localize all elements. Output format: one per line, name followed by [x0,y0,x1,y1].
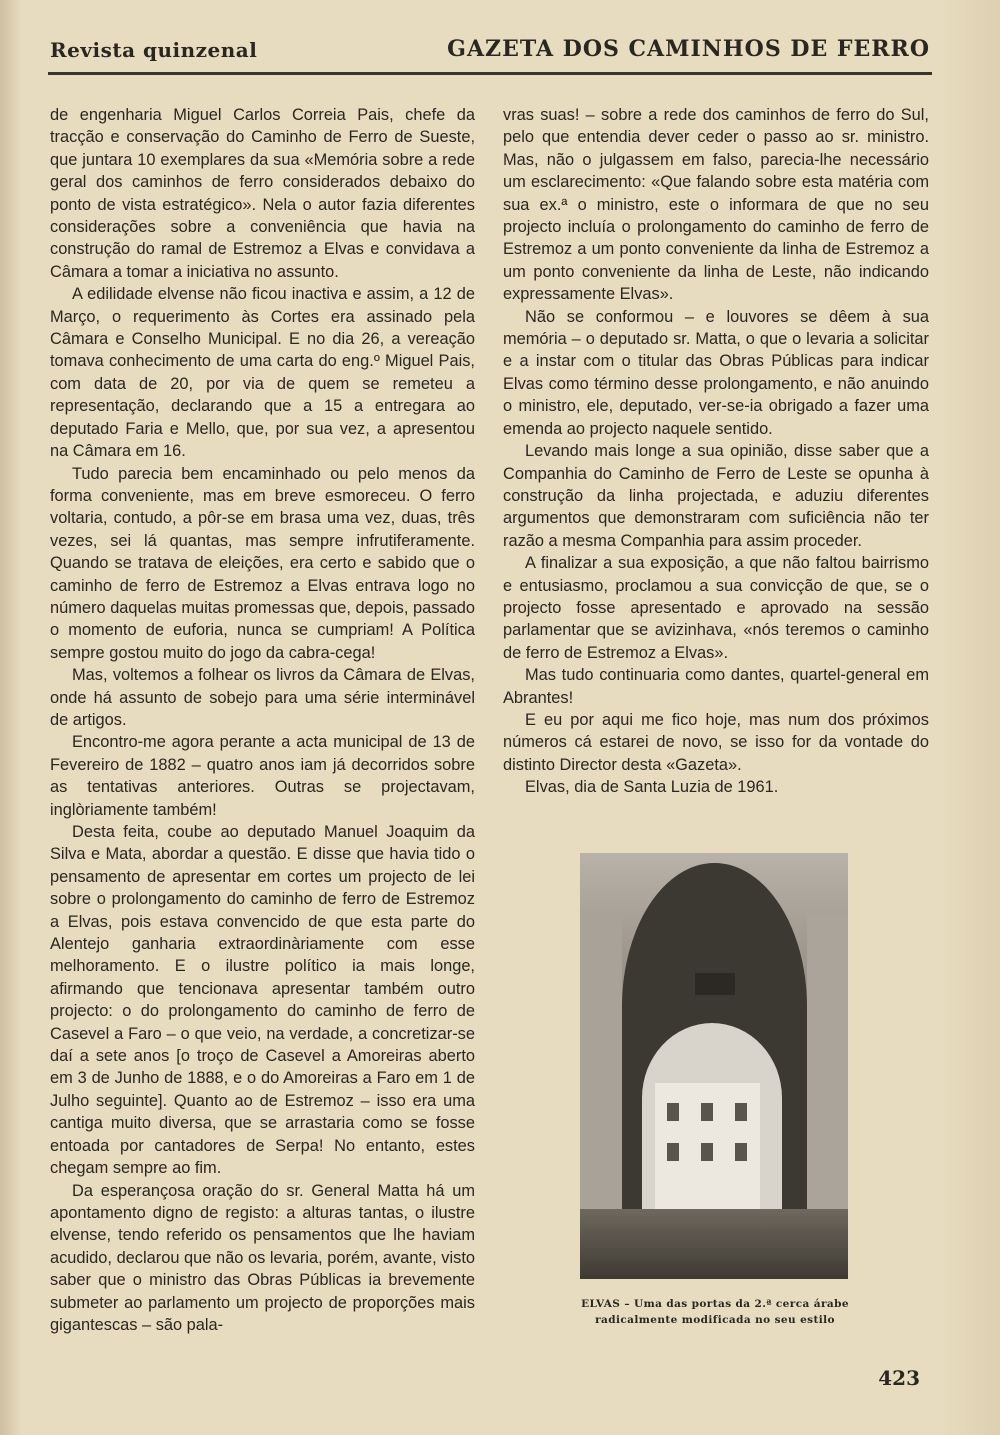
photo-window [735,1103,747,1121]
paragraph: de engenharia Miguel Carlos Correia Pais, chefe da tracção e conservação do Caminho de Ferro de Sueste, que juntara 10 exemplares da sua «Memória sobre a rede geral dos caminhos de ferro considerados debaixo do ponto de vista estratégico». Nela o autor fazia diferentes considerações sobre a conveniência que havia na construção do ramal de Estremoz a Elvas e convidava a Câmara a tomar a iniciativa no assunto. [50,106,475,281]
paragraph: Tudo parecia bem encaminhado ou pelo menos da forma conveniente, mas em breve esmoreceu. O ferro voltaria, contudo, a pôr-se em brasa uma vez, duas, três vezes, sei lá quantas, mas sempre infrutiferamente. Quando se tratava de eleições, era certo e sabido que o caminho de ferro de Estremoz a Elvas entrava logo no número daquelas muitas promessas que, depois, passado o momento de euforia, nunca se cumpriam! A Política sempre gostou muito do jogo da cabra-cega! [50,464,475,662]
paragraph: Não se conformou – e louvores se dêem à sua memória – o deputado sr. Matta, o que o levaria a solicitar e a instar com o titular das Obras Públicas para indicar Elvas como término desse prolongamento, e não anuindo o ministro, ele, deputado, ver-se-ia obrigado a fazer uma emenda ao projecto naquele sentido. [503,307,929,438]
photo-window [735,1143,747,1161]
header-rule [48,72,932,75]
page-number: 423 [878,1366,920,1390]
paragraph: A edilidade elvense não ficou inactiva e assim, a 12 de Março, o requerimento às Cortes era assinado pela Câmara e Conselho Municipal. E no dia 26, a vereação tomava conhecimento de uma carta do eng.º Miguel Pais, com data de 20, por via de quem se remeteu a representação, declarando que a 15 a entregara ao deputado Faria e Mello, que, por sua vez, a apresentou na Câmara em 16. [50,285,475,461]
right-column [503,104,929,799]
photo-window [701,1143,713,1161]
left-column [50,104,475,1336]
paragraph: Encontro-me agora perante a acta municipal de 13 de Fevereiro de 1882 – quatro anos iam já decorridos sobre as tentativas anteriores. Outras se projectavam, inglòriamente também! [50,733,475,819]
photo-window [667,1103,679,1121]
paragraph: Mas tudo continuaria como dantes, quartel-general em Abrantes! [503,666,929,707]
photo-window [667,1143,679,1161]
paragraph: E eu por aqui me fico hoje, mas num dos próximos números cá estarei de novo, se isso for da vontade do distinto Director desta «Gazeta». [503,710,929,774]
paragraph: vras suas! – sobre a rede dos caminhos de ferro do Sul, pelo que entendia dever ceder o passo ao sr. ministro. Mas, não o julgassem em falso, parecia-lhe necessário um esclarecimento: «Que falando sobre esta matéria com sua ex.ª o ministro, este o informara de que no seu projecto incluía o prolongamento do caminho de ferro de Estremoz a um ponto conveniente da linha de Estremoz a um ponto conveniente da linha de Leste, não indicando expressamente Elvas». [503,106,929,304]
paragraph: Desta feita, coube ao deputado Manuel Joaquim da Silva e Mata, abordar a questão. E disse que havia tido o pensamento de apresentar em cortes um projecto de lei sobre o prolongamento do caminho de ferro de Estremoz a Elvas, pois estava convencido de que esta parte do Alentejo ganharia extraordinàriamente com esse melhoramento. E o ilustre político ia mais longe, afirmando que tencionava apresentar também outro projecto: o do prolongamento do caminho de ferro de Casevel a Faro – o que veio, na verdade, a concretizar-se daí a sete anos [o troço de Casevel a Amoreiras aberto em 3 de Junho de 1888, e o do Amoreiras a Faro em 1 de Julho seguinte]. Quanto ao de Estremoz – isso era uma cantiga muito diversa, que se arrastaria como se fosse entoada por cantadores de Serpa! No entanto, estes chegam sempre ao fim. [50,823,475,1178]
photo-plaque [695,973,735,995]
caption-line-1: ELVAS – Uma das portas da 2.ª cerca árabe [581,1298,849,1310]
paragraph: Da esperançosa oração do sr. General Matta há um apontamento digno de registo: a alturas tantas, o ilustre elvense, tendo referido os pensamentos que lhe haviam acudido, declarou que não os levaria, porém, avante, visto saber que o ministro das Obras Públicas ia brevemente submeter ao parlamento um projecto de proporções mais gigantescas – são pala- [50,1181,475,1334]
photo-window [701,1103,713,1121]
elvas-gate-photo [580,853,848,1279]
running-header-left: Revista quinzenal [50,38,258,62]
dateline: Elvas, dia de Santa Luzia de 1961. [525,778,779,797]
photo-ground [580,1209,848,1279]
paragraph: Mas, voltemos a folhear os livros da Câmara de Elvas, onde há assunto de sobejo para uma série interminável de artigos. [50,666,475,729]
photo-wall-right [807,913,848,1213]
photo-wall-left [580,913,622,1213]
running-header-right: GAZETA DOS CAMINHOS DE FERRO [447,36,930,62]
page-edge-right [940,0,1000,1435]
paragraph: A finalizar a sua exposição, a que não faltou bairrismo e entusiasmo, proclamou a sua convicção de que, se o projecto fosse apresentado e aprovado na sessão parlamentar que se avizinhava, «nós teremos o caminho de ferro de Estremoz a Elvas». [503,554,929,662]
page-edge-left [0,0,20,1435]
caption-line-2: radicalmente modificada no seu estilo [595,1314,835,1326]
paragraph: Levando mais longe a sua opinião, disse saber que a Companhia do Caminho de Ferro de Leste se opunha à construção da linha projectada, e aduziu diferentes argumentos que demonstraram com suficiência não ter razão a mesma Companhia para assim proceder. [503,442,929,550]
figure-caption [575,1296,855,1328]
